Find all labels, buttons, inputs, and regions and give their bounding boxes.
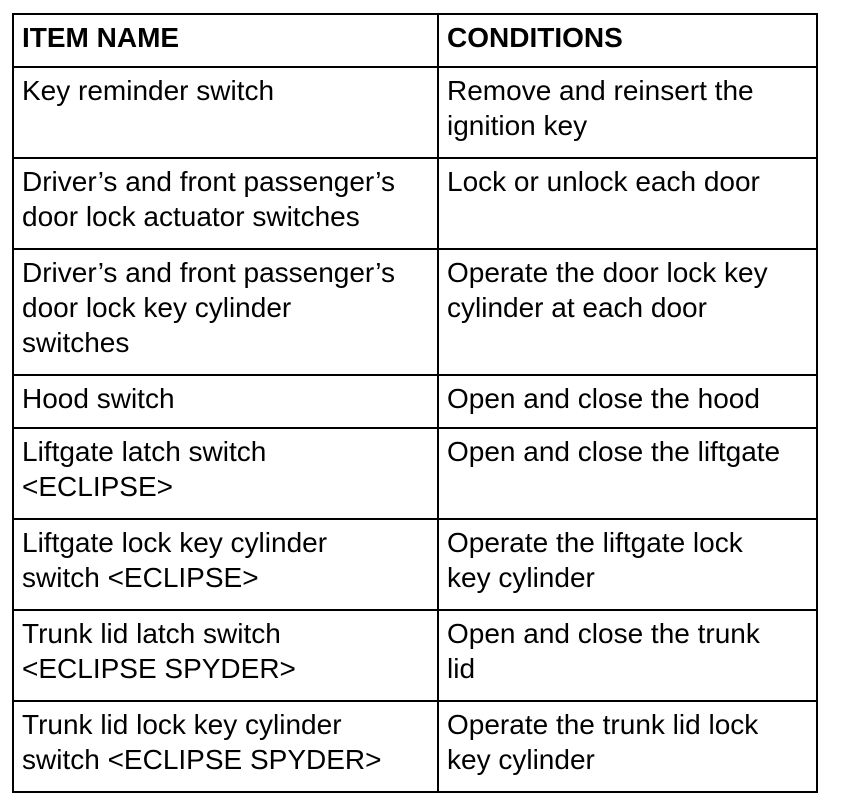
- table-header-row: [13, 14, 817, 67]
- cell-line: cylinder at each door: [447, 292, 707, 323]
- cell-line: Operate the trunk lid lock: [447, 709, 759, 740]
- cell-line: Driver’s and front passenger’s: [22, 166, 396, 197]
- cell-line: Operate the door lock key: [447, 257, 768, 288]
- table-row: [13, 375, 817, 428]
- column-header-item-name: ITEM NAME: [13, 14, 438, 67]
- cell-line: door lock key cylinder: [22, 292, 292, 323]
- item-name-cell: [13, 428, 438, 519]
- cell-line: Operate the liftgate lock: [447, 527, 743, 558]
- cell-line: lid: [447, 653, 476, 684]
- table-row: [13, 428, 817, 519]
- cell-line: Driver’s and front passenger’s: [22, 257, 396, 288]
- cell-line: Open and close the trunk: [447, 618, 760, 649]
- condition-cell: [438, 375, 817, 428]
- table-row: [13, 610, 817, 701]
- cell-line: Open and close the hood: [447, 383, 760, 414]
- condition-cell: [438, 610, 817, 701]
- condition-cell: [438, 249, 817, 375]
- cell-line: <ECLIPSE>: [22, 471, 173, 502]
- item-name-cell: [13, 610, 438, 701]
- item-name-cell: [13, 249, 438, 375]
- cell-line: switch <ECLIPSE>: [22, 562, 259, 593]
- cell-line: Liftgate latch switch: [22, 436, 267, 467]
- cell-line: switch <ECLIPSE SPYDER>: [22, 744, 382, 775]
- condition-cell: [438, 519, 817, 610]
- cell-line: Open and close the liftgate: [447, 436, 781, 467]
- table-row: [13, 701, 817, 792]
- cell-line: key cylinder: [447, 562, 595, 593]
- table-row: [13, 249, 817, 375]
- cell-line: door lock actuator switches: [22, 201, 360, 232]
- condition-cell: [438, 158, 817, 249]
- table-row: [13, 67, 817, 158]
- cell-line: Hood switch: [22, 383, 175, 414]
- condition-cell: [438, 701, 817, 792]
- cell-line: Liftgate lock key cylinder: [22, 527, 328, 558]
- cell-line: key cylinder: [447, 744, 595, 775]
- table-row: [13, 519, 817, 610]
- conditions-table: [12, 13, 818, 793]
- cell-line: ignition key: [447, 110, 588, 141]
- cell-line: Key reminder switch: [22, 75, 275, 106]
- item-name-cell: [13, 67, 438, 158]
- item-name-cell: [13, 701, 438, 792]
- cell-line: Trunk lid lock key cylinder: [22, 709, 342, 740]
- cell-line: Remove and reinsert the: [447, 75, 754, 106]
- cell-line: switches: [22, 327, 130, 358]
- condition-cell: [438, 428, 817, 519]
- cell-line: Trunk lid latch switch: [22, 618, 281, 649]
- item-name-cell: [13, 519, 438, 610]
- cell-line: <ECLIPSE SPYDER>: [22, 653, 296, 684]
- item-name-cell: [13, 375, 438, 428]
- column-header-conditions: CONDITIONS: [438, 14, 817, 67]
- cell-line: Lock or unlock each door: [447, 166, 760, 197]
- item-name-cell: [13, 158, 438, 249]
- condition-cell: [438, 67, 817, 158]
- table-row: [13, 158, 817, 249]
